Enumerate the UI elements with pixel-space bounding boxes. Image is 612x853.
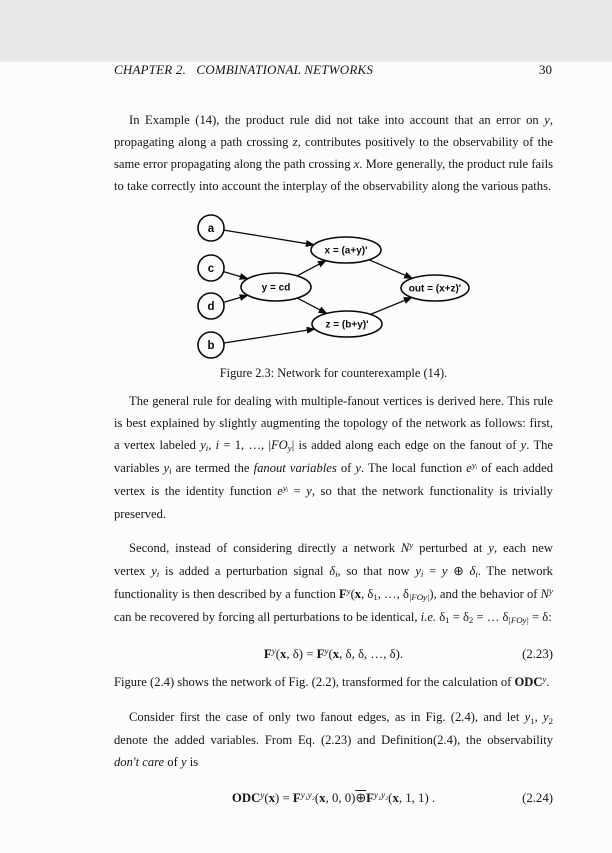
paragraph-two-fanout-case: Consider first the case of only two fanout edges, as in Fig. (2.4), and let y1, y2 denote the added variables. From Eq. (2.23) and Definition(2.4), the observability don't care of y is <box>114 710 554 770</box>
figure-edge-a-x <box>224 230 314 245</box>
equation-2-24 <box>114 786 553 811</box>
equation-2-23 <box>114 642 553 667</box>
paragraph-figure-reference: Figure (2.4) shows the network of Fig. (2.2), transformed for the calculation of ODC$^y$. <box>114 673 550 689</box>
figure-node-out <box>401 275 469 301</box>
figure-node-label-d: d <box>207 300 215 313</box>
figure-node-z <box>312 311 382 337</box>
figure-edge-z-out <box>371 297 412 314</box>
figure-edge-d-y <box>224 295 248 302</box>
figure-edge-x-out <box>369 259 412 278</box>
figure-edge-b-z <box>224 329 315 343</box>
chapter-title: CHAPTER 2. COMBINATIONAL NETWORKS <box>114 62 374 77</box>
figure-edge-y-z <box>297 298 326 313</box>
network-diagram <box>0 210 612 362</box>
scanned-book-page <box>0 62 612 853</box>
figure-node-label-b: b <box>207 339 215 352</box>
figure-node-label-z: z = (b+y)' <box>325 319 369 331</box>
figure-node-a <box>198 215 224 241</box>
paragraph-general-rule: The general rule for dealing with multiple-fanout vertices is derived here. This rule is best explained by slightly augmenting the topology of the network as follows: first, a vertex labeled yi, i = 1, …, |FOy| is added along each edge on the fanout of y. The variables yi are termed the fanout variables of y. The local function $e^{yᵢ}$ of each added vertex is the identity function $e^{yᵢ} = y$, so that the network functionality is trivially preserved. <box>114 393 554 521</box>
figure-node-y <box>241 273 311 301</box>
figure-node-b <box>198 332 224 358</box>
figure-node-label-out: out = (x+z)' <box>408 283 462 295</box>
figure-edge-c-y <box>224 271 248 278</box>
paragraph-intro-product-rule: In Example (14), the product rule did not take into account that an error on y, propagating along a path crossing z, contributes positively to the observability of the same error propagating along the path crossing x. More generally, the product rule fails to take correctly into account the interplay of the observability along the various paths. <box>114 113 554 193</box>
figure-node-label-c: c <box>207 262 215 275</box>
figure-node-label-y: y = cd <box>261 282 291 294</box>
equation-2-24-body: $ODC^y(x) = F^{y_1y_2}(x$, 0, $0)\oplus F^{y_1y_2}(x$, 1, 1) . <box>231 789 436 805</box>
equation-2-24-number: (2.24) <box>522 790 553 805</box>
equation-2-23-number: (2.23) <box>522 646 553 661</box>
figure-node-c <box>198 255 224 281</box>
figure-edge-y-x <box>297 260 326 275</box>
figure-caption: Figure 2.3: Network for counterexample (14). <box>219 365 448 380</box>
figure-node-d <box>198 293 224 319</box>
paragraph-perturbation: Second, instead of considering directly a network $N^y$ perturbed at y, each new vertex yi is added a perturbation signal δi, so that now yi = y ⊕ δi. The network functionality is then described by a function $F^y(x$, δ1, …, δ|FOy|), and the behavior of $N^y$ can be recovered by forcing all perturbations to be identical, i.e. δ1 = δ2 = … δ|FOy| = δ: <box>114 540 553 626</box>
network-figure <box>0 210 612 362</box>
figure-node-label-x: x = (a+y)' <box>324 245 368 257</box>
equation-2-23-body: $F^y(x$, $\delta) = F^y(x$, δ, δ, …, δ). <box>263 645 404 661</box>
figure-node-x <box>311 237 381 263</box>
running-head <box>114 62 552 78</box>
figure-node-label-a: a <box>207 222 215 235</box>
page-number: 30 <box>539 62 552 77</box>
